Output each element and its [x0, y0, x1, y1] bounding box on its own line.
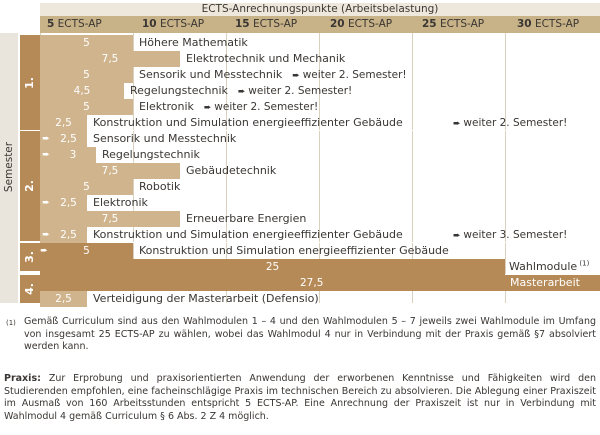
ects-tick-10	[142, 16, 204, 33]
ects-bar	[40, 243, 133, 259]
note-arrow-icon: ➨	[292, 71, 303, 81]
module-name-text: Erneuerbare Energien	[186, 212, 307, 225]
module-name	[139, 179, 180, 195]
ects-bar	[40, 227, 87, 243]
ects-tick-5	[47, 16, 102, 33]
ects-value: 2,5	[55, 293, 72, 305]
ects-value: 2,5	[60, 197, 77, 209]
ects-tick-unit: ECTS-AP	[531, 18, 580, 30]
ects-value: 2,5	[60, 133, 77, 145]
module-name-text: Regelungstechnik	[102, 148, 200, 161]
ects-bar	[40, 51, 180, 67]
module-name	[93, 115, 403, 131]
module-name	[139, 67, 282, 83]
semester-2-number: 2.	[23, 180, 36, 192]
module-row	[40, 243, 600, 259]
carry-over-note-text: weiter 2. Semester!	[463, 117, 568, 129]
module-name	[93, 291, 319, 307]
module-row	[40, 83, 600, 99]
ects-tick-number: 15	[235, 18, 250, 30]
module-row	[40, 35, 600, 51]
note-arrow-icon: ➨	[453, 119, 464, 129]
footnote-reference: (1)	[577, 259, 590, 268]
ects-bar	[40, 131, 87, 147]
ects-bar	[40, 83, 124, 99]
ects-bar	[40, 291, 87, 307]
module-name-text: Konstruktion und Simulation energieeffizienter Gebäude	[139, 244, 449, 257]
module-row	[40, 131, 600, 147]
carry-over-note-text: weiter 2. Semester!	[214, 101, 319, 113]
module-name	[186, 211, 306, 227]
module-row	[40, 179, 600, 195]
module-name-text: Höhere Mathematik	[139, 36, 248, 49]
module-name	[130, 83, 228, 99]
ects-bar	[40, 115, 87, 131]
module-name-text: Sensorik und Messtechnik	[139, 68, 283, 81]
module-row	[40, 227, 600, 243]
carry-over-note	[238, 83, 352, 99]
ects-value: 5	[83, 101, 90, 113]
module-name-text: Konstruktion und Simulation energieeffizienter Gebäude	[93, 116, 403, 129]
footnote-marker: (1)	[6, 319, 16, 327]
ects-tick-number: 10	[142, 18, 157, 30]
module-name	[93, 131, 236, 147]
module-row	[40, 211, 600, 227]
ects-tick-unit: ECTS-AP	[344, 18, 393, 30]
module-row	[40, 147, 600, 163]
ects-value: 7,5	[101, 165, 119, 177]
module-name	[139, 99, 194, 115]
ects-bar	[40, 259, 505, 275]
ects-tick-30	[517, 16, 579, 33]
carry-over-note	[204, 99, 318, 115]
module-name-text: Verteidigung der Masterarbeit (Defensio)	[93, 292, 319, 305]
module-name-text: Robotik	[139, 180, 181, 193]
ects-value: 5	[83, 37, 90, 49]
note-arrow-icon: ➨	[203, 103, 215, 113]
note-arrow-icon: ➨	[453, 231, 464, 241]
ects-scale-band	[40, 16, 600, 33]
ects-value: 2,5	[60, 229, 77, 241]
ects-bar	[40, 147, 96, 163]
ects-bar	[40, 195, 87, 211]
ects-tick-unit: ECTS-AP	[436, 18, 485, 30]
praxis-label: Praxis:	[4, 373, 41, 384]
module-row	[40, 99, 600, 115]
module-row	[40, 195, 600, 211]
module-name-text: Konstruktion und Simulation energieeffizienter Gebäude	[93, 228, 403, 241]
ects-bar	[40, 211, 180, 227]
module-name	[93, 227, 403, 243]
module-name-text: Masterarbeit	[510, 276, 580, 289]
module-name	[186, 163, 276, 179]
ects-tick-number: 30	[517, 18, 532, 30]
semester-1-number: 1.	[23, 77, 36, 89]
module-row	[40, 291, 600, 307]
ects-value: 5	[83, 181, 90, 193]
note-arrow-icon: ➨	[237, 87, 249, 97]
module-row	[40, 115, 600, 131]
semester-3-number: 3.	[23, 251, 36, 263]
carry-over-note	[292, 67, 406, 83]
ects-tick-unit: ECTS-AP	[156, 18, 205, 30]
ects-tick-25	[422, 16, 484, 33]
module-row	[40, 259, 600, 275]
ects-bar	[40, 163, 180, 179]
ects-tick-number: 5	[47, 18, 55, 30]
module-row	[40, 163, 600, 179]
carry-over-note-text: weiter 3. Semester!	[463, 229, 568, 241]
carry-over-note	[453, 115, 567, 131]
module-row	[40, 51, 600, 67]
ects-tick-unit: ECTS-AP	[54, 18, 102, 30]
carry-over-note-text: weiter 2. Semester!	[248, 85, 353, 97]
module-name-text: Wahlmodule	[509, 260, 578, 273]
continuation-arrow-icon: ➨	[42, 230, 50, 240]
module-name-text: Gebäudetechnik	[186, 164, 277, 177]
module-name	[93, 195, 148, 211]
carry-over-note	[453, 227, 567, 243]
ects-value: 5	[83, 69, 90, 81]
ects-value: 2,5	[55, 117, 72, 129]
ects-tick-unit: ECTS-AP	[249, 18, 298, 30]
module-name	[186, 51, 345, 67]
ects-value: 7,5	[101, 53, 119, 65]
continuation-arrow-icon: ➨	[42, 134, 50, 144]
footnote-text: Gemäß Curriculum sind aus den Wahlmodulen 1 – 4 und den Wahlmodulen 5 – 7 jeweils zwei Wahlmodule im Umfang von insgesamt 25 ECTS-AP zu wählen, wobei das Wahlmodul 4 nur in Verbindung mit der Praxis gemäß §7 absolviert werden kann.	[24, 316, 596, 352]
semester-4-number: 4.	[23, 283, 36, 295]
continuation-arrow-icon: ➨	[42, 198, 50, 208]
ects-bar	[40, 67, 133, 83]
ects-value: 7,5	[101, 213, 119, 225]
module-name	[509, 259, 589, 275]
module-row	[40, 67, 600, 83]
ects-value: 3	[69, 149, 77, 161]
module-name	[139, 243, 449, 259]
continuation-arrow-icon: ➨	[40, 246, 48, 256]
carry-over-note-text: weiter 2. Semester!	[302, 69, 407, 81]
ects-value: 27,5	[300, 277, 324, 289]
module-name	[510, 275, 580, 291]
continuation-arrow-icon: ➨	[42, 150, 50, 160]
module-name-text: Elektronik	[139, 100, 194, 113]
module-name-text: Regelungstechnik	[130, 84, 228, 97]
ects-tick-number: 20	[330, 18, 345, 30]
ects-value: 5	[83, 245, 90, 257]
module-name-text: Elektrotechnik und Mechanik	[186, 52, 346, 65]
module-name	[102, 147, 200, 163]
ects-value: 25	[265, 261, 280, 273]
praxis-paragraph	[4, 373, 596, 423]
ects-header-title: ECTS-Anrechnungspunkte (Arbeitsbelastung)	[201, 3, 439, 15]
module-name	[139, 35, 248, 51]
ects-value: 4,5	[73, 85, 91, 97]
ects-bar	[40, 35, 133, 51]
module-name-text: Elektronik	[93, 196, 148, 209]
ects-bar	[40, 99, 133, 115]
ects-tick-15	[235, 16, 297, 33]
ects-tick-20	[330, 16, 392, 33]
module-name-text: Sensorik und Messtechnik	[93, 132, 237, 145]
ects-bar	[40, 179, 133, 195]
module-row	[40, 275, 600, 291]
semester-axis-label: Semester	[3, 141, 15, 193]
praxis-text: Zur Erprobung und praxisorientierten Anwendung der erworbenen Kenntnisse und Fähigkeiten wird den Studierenden empfohlen, eine facheinschlägige Praxis im technischen Bereich zu absolvieren. Die Ablegung einer Praxiszeit im Ausmaß von 160 Arbeitsstunden entspricht 5 ECTS-AP. Eine Anrechnung der Praxiszeit ist nur in Verbindung mit Wahlmodul 4 gemäß Curriculum § 6 Abs. 2 Z 4 möglich.	[4, 373, 596, 422]
ects-tick-number: 25	[422, 18, 437, 30]
